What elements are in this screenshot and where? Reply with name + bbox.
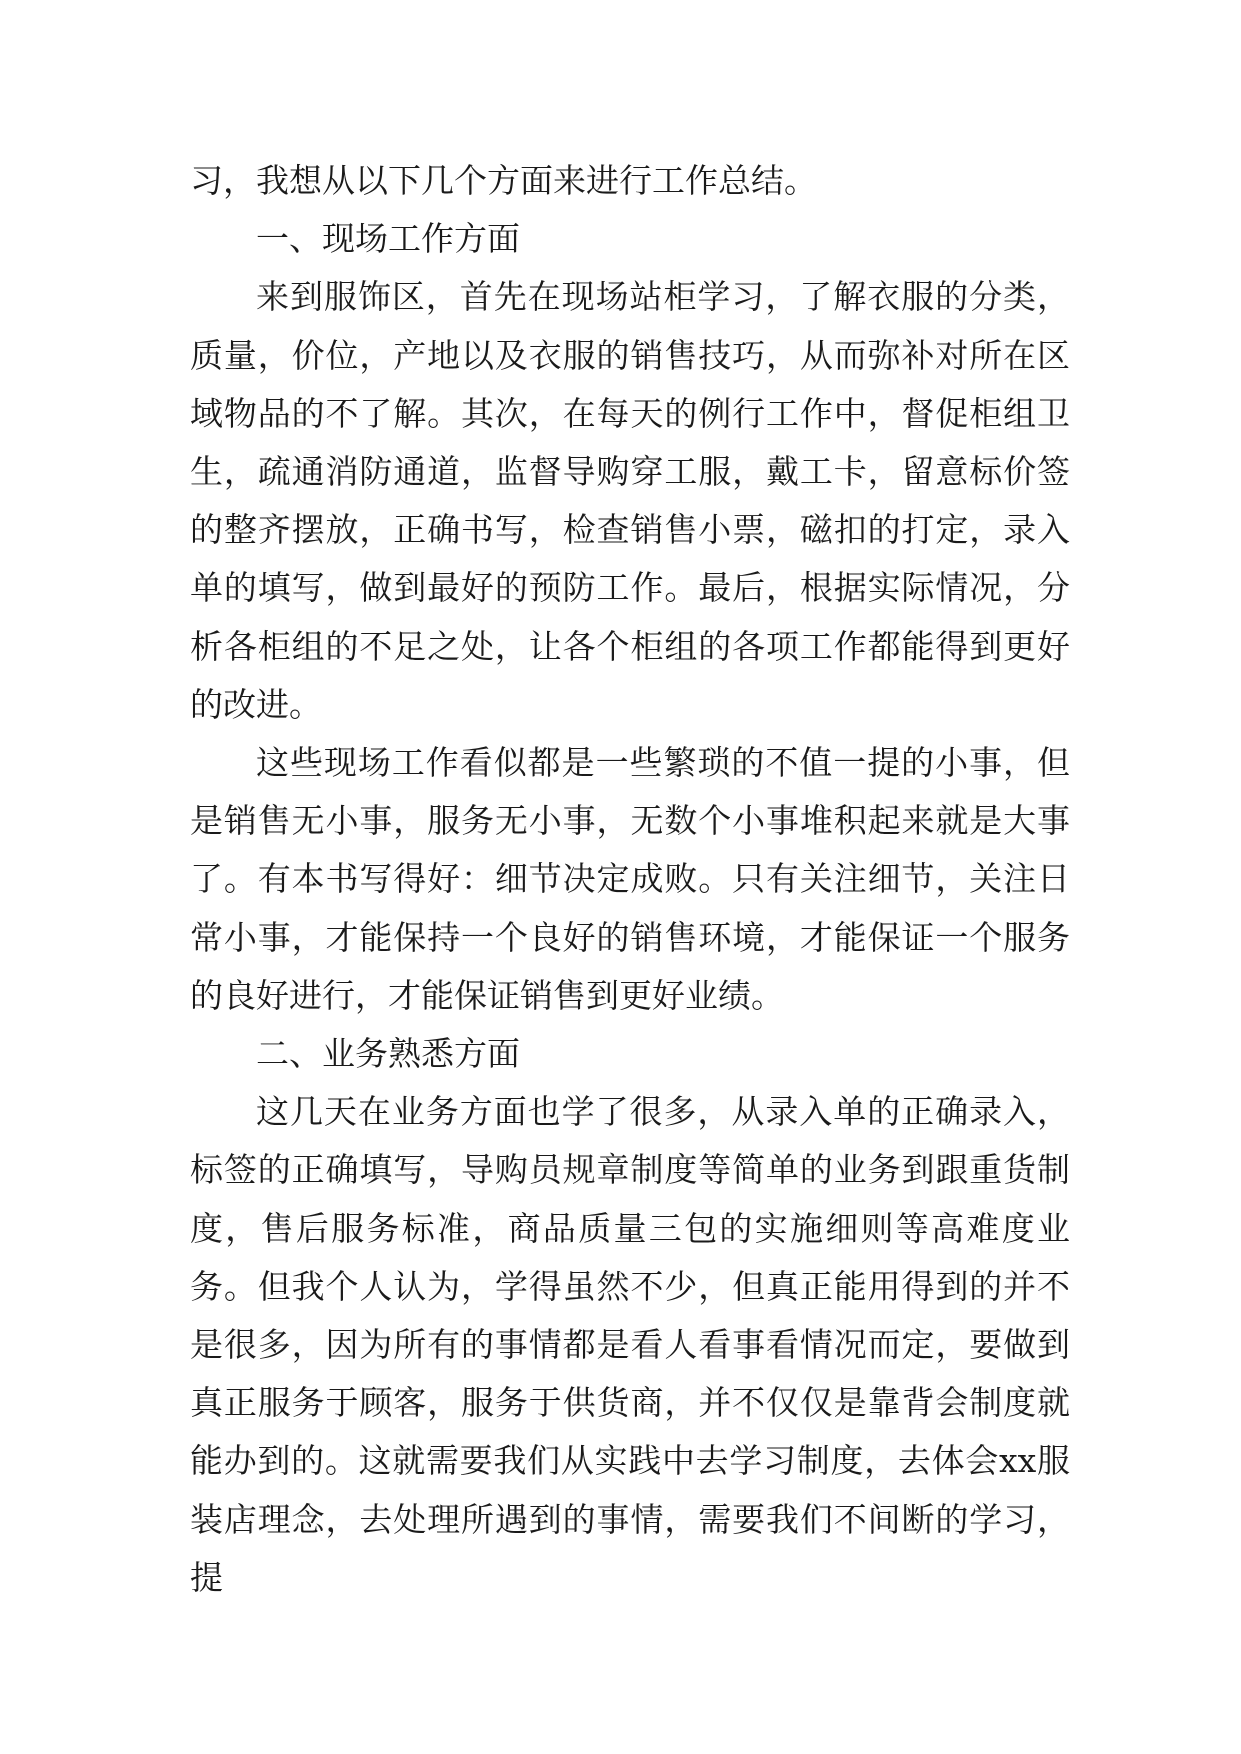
paragraph-onsite-details: 来到服饰区，首先在现场站柜学习，了解衣服的分类，质量，价位，产地以及衣服的销售技巧，从而弥补对所在区域物品的不了解。其次，在每天的例行工作中，督促柜组卫生，疏通消防通道，监督导购穿工服，戴工卡，留意标价签的整齐摆放，正确书写，检查销售小票，磁扣的打定，录入单的填写，做到最好的预防工作。最后，根据实际情况，分析各柜组的不足之处，让各个柜组的各项工作都能得到更好的改进。 xyxy=(190,277,1070,724)
section-heading-onsite-work: 一、现场工作方面 xyxy=(256,219,520,259)
paragraph-small-matters: 这些现场工作看似都是一些繁琐的不值一提的小事，但是销售无小事，服务无小事，无数个小事堆积起来就是大事了。有本书写得好：细节决定成败。只有关注细节，关注日常小事，才能保持一个良好的销售环境，才能保证一个服务的良好进行，才能保证销售到更好业绩。 xyxy=(190,743,1070,1015)
document-body xyxy=(190,152,1070,1607)
section-heading-business: 二、业务熟悉方面 xyxy=(256,1034,520,1074)
paragraph-business-learning: 这几天在业务方面也学了很多，从录入单的正确录入，标签的正确填写，导购员规章制度等简单的业务到跟重货制度，售后服务标准，商品质量三包的实施细则等高难度业务。但我个人认为，学得虽然不少，但真正能用得到的并不是很多，因为所有的事情都是看人看事看情况而定，要做到真正服务于顾客，服务于供货商，并不仅仅是靠背会制度就能办到的。这就需要我们从实践中去学习制度，去体会xx服装店理念，去处理所遇到的事情，需要我们不间断的学习，提 xyxy=(190,1092,1070,1597)
paragraph-continuation: 习，我想从以下几个方面来进行工作总结。 xyxy=(190,161,817,200)
